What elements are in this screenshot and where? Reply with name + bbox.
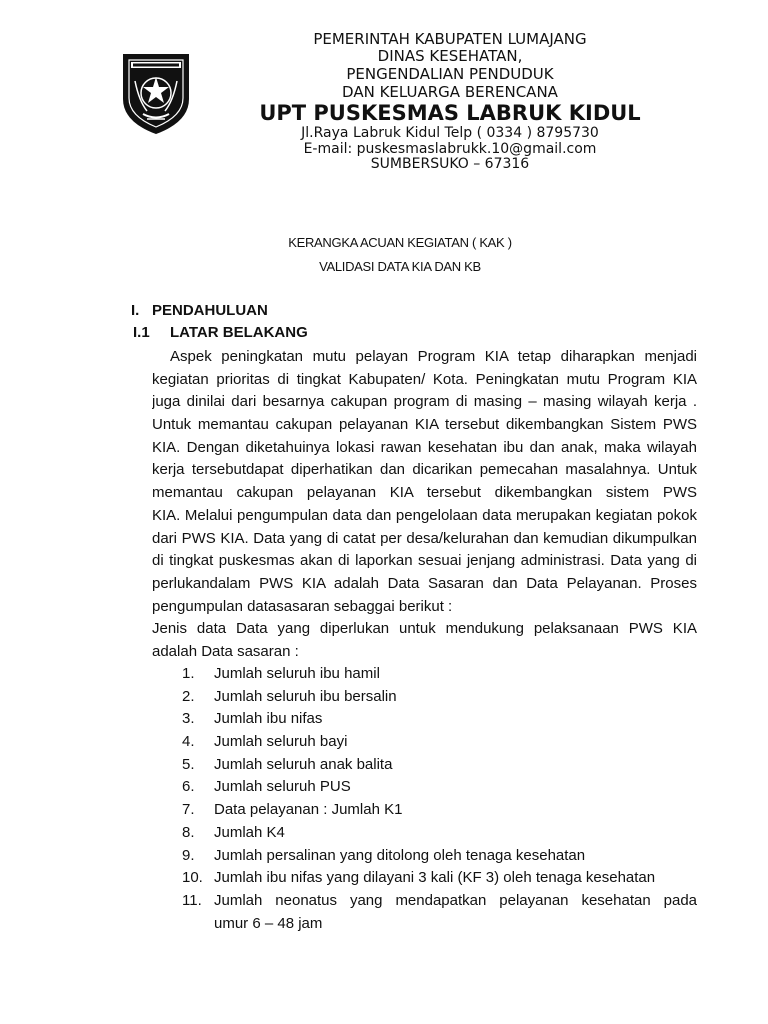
- paragraph-line: memantau cakupan pelayanan KIA tersebut dikembangkan sistem PWS: [152, 484, 697, 502]
- list-item-text: Jumlah seluruh PUS: [214, 778, 351, 796]
- section-number: I.: [131, 302, 140, 319]
- list-item-number: 1.: [182, 665, 195, 682]
- paragraph-line: juga dinilai dari besarnya cakupan program di masing – masing wilayah kerja .: [152, 393, 697, 411]
- list-item: [152, 731, 697, 754]
- paragraph-line: adalah Data sasaran :: [152, 642, 299, 660]
- list-item-number: 9.: [182, 846, 195, 864]
- list-item-text: Jumlah K4: [214, 823, 285, 841]
- list-item-number: 11.: [182, 891, 202, 909]
- paragraph-line: KIA. Melalui pengumpulan data dan pengelolaan data merupakan kegiatan pokok: [152, 506, 697, 524]
- list-item-number: 2.: [182, 687, 195, 705]
- list-item: [152, 867, 697, 890]
- letterhead-title: UPT PUSKESMAS LABRUK KIDUL: [259, 101, 641, 125]
- list-item: [152, 822, 697, 845]
- list-item: [152, 754, 697, 777]
- list-item: [152, 686, 697, 709]
- list-item-number: 10.: [182, 869, 203, 887]
- list-item: [152, 708, 697, 731]
- paragraph-line: dari PWS KIA. Data yang di catat per desa/kelurahan dan kemudian dikumpulkan: [152, 529, 697, 547]
- paragraph-line: Jenis data Data yang diperlukan untuk mendukung pelaksanaan PWS KIA: [152, 620, 697, 637]
- data-types-paragraph: [152, 618, 697, 663]
- list-item-text: Jumlah ibu nifas yang dilayani 3 kali (KF 3) oleh tenaga kesehatan: [214, 869, 656, 887]
- letterhead-email: E-mail: puskesmaslabrukk.10@gmail.com: [303, 141, 597, 157]
- list-item-text: Jumlah seluruh bayi: [214, 733, 348, 751]
- list-item-number: 6.: [182, 778, 195, 796]
- list-item-text: Data pelayanan : Jumlah K1: [214, 801, 403, 819]
- list-item-number: 5.: [182, 755, 195, 773]
- letterhead-address: Jl.Raya Labruk Kidul Telp ( 0334 ) 8795730: [301, 125, 599, 141]
- list-item-number: 3.: [182, 710, 195, 728]
- list-item-text: Jumlah ibu nifas: [214, 710, 323, 728]
- list-item: [152, 799, 697, 822]
- document-subtitle: VALIDASI DATA KIA DAN KB: [319, 259, 481, 274]
- list-item-text: Jumlah seluruh ibu hamil: [214, 665, 380, 682]
- subsection-number: I.1: [133, 324, 150, 341]
- list-item-text: Jumlah seluruh anak balita: [214, 755, 393, 773]
- list-item: [152, 776, 697, 799]
- paragraph-line: kegiatan prioritas di tingkat Kabupaten/ Kota. Peningkatan mutu Program KIA: [152, 370, 697, 388]
- list-item: [152, 663, 697, 686]
- list-item-text: Jumlah persalinan yang ditolong oleh tenaga kesehatan: [214, 846, 586, 864]
- list-item-number: 4.: [182, 733, 195, 751]
- list-item-number: 8.: [182, 823, 195, 841]
- subsection-heading: LATAR BELAKANG: [170, 324, 308, 341]
- letterhead-line-1: PEMERINTAH KABUPATEN LUMAJANG: [313, 30, 587, 48]
- list-item-number: 7.: [182, 801, 195, 819]
- letterhead-line-4: DAN KELUARGA BERENCANA: [342, 83, 558, 101]
- paragraph-line: pengumpulan datasasaran sebaggai berikut :: [152, 597, 453, 615]
- paragraph-line: kerja tersebutdapat diperhatikan dan dicarikan pemecahan masalahnya. Untuk: [152, 461, 697, 479]
- letterhead-city: SUMBERSUKO – 67316: [370, 156, 530, 172]
- section-heading: PENDAHULUAN: [152, 302, 268, 319]
- paragraph-line: Aspek peningkatan mutu pelayan Program KIA tetap diharapkan menjadi: [170, 348, 697, 365]
- list-item-text: Jumlah neonatus yang mendapatkan pelayanan kesehatan pada: [214, 891, 697, 909]
- list-item-text: Jumlah seluruh ibu bersalin: [214, 687, 397, 705]
- data-target-list: [152, 663, 697, 935]
- paragraph-line: perlukandalam PWS KIA adalah Data Sasaran dan Data Pelayanan. Proses: [152, 574, 697, 592]
- regency-emblem-icon: [121, 51, 191, 135]
- paragraph-line: Untuk memantau cakupan pelayanan KIA tersebut dikembangkan Sistem PWS: [152, 416, 697, 434]
- paragraph-line: KIA. Dengan diketahuinya lokasi rawan kesehatan ibu dan anak, maka wilayah: [152, 438, 697, 456]
- list-item: [152, 845, 697, 868]
- paragraph-line: di tingkat puskesmas akan di laporkan sesuai jenjang administrasi. Data yang di: [152, 552, 697, 570]
- background-paragraph: [152, 346, 697, 618]
- letterhead-line-3: PENGENDALIAN PENDUDUK: [346, 65, 554, 83]
- list-item-text-continued: umur 6 – 48 jam: [214, 914, 323, 932]
- list-item: [152, 890, 697, 935]
- document-title: KERANGKA ACUAN KEGIATAN ( KAK ): [288, 235, 512, 250]
- letterhead-line-2: DINAS KESEHATAN,: [377, 47, 523, 65]
